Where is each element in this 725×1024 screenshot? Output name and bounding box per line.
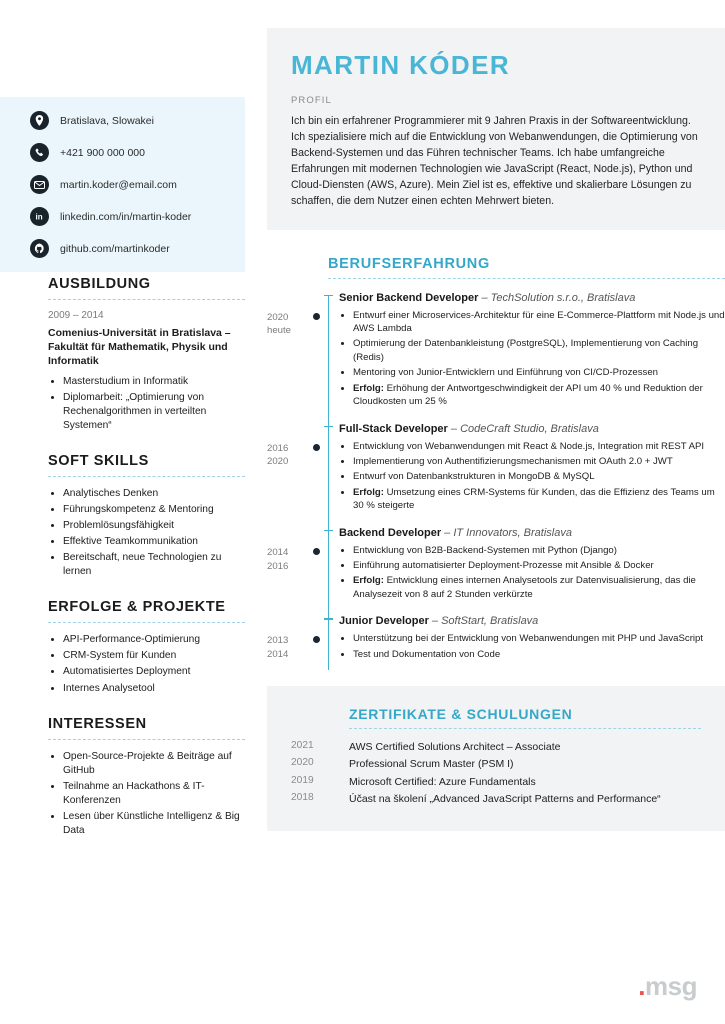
list-item: • Problemlösungsfähigkeit xyxy=(63,519,245,533)
list-item: • Diplomarbeit: „Optimierung von Rechenalgorithmen in verteilten Systemen“ xyxy=(63,391,245,433)
certificate-year: 2021 xyxy=(291,740,314,752)
page-title: MARTIN KÓDER xyxy=(291,50,511,80)
certificate-name: AWS Certified Solutions Architect – Associate xyxy=(349,741,561,754)
job-company: IT Innovators, Bratislava xyxy=(453,526,572,539)
timeline-dot-icon xyxy=(313,444,320,451)
divider xyxy=(48,622,245,623)
list-item: • Implementierung von Authentifizierungsmechanismen mit OAuth 2.0 + JWT xyxy=(353,455,725,468)
job-bullets xyxy=(339,440,725,513)
list-item: • Unterstützung bei der Entwicklung von Webanwendungen mit PHP und JavaScript xyxy=(353,632,725,645)
job-heading xyxy=(339,526,725,539)
section-interests xyxy=(48,716,245,838)
job-bullets xyxy=(339,309,725,409)
experience-item xyxy=(267,291,725,420)
job-heading xyxy=(339,422,725,435)
certificate-year: 2018 xyxy=(291,791,314,803)
divider xyxy=(328,278,725,279)
timeline-dot-icon xyxy=(313,313,320,320)
job-role: Backend Developer xyxy=(339,526,442,539)
job-date-to: 2016 xyxy=(267,560,289,572)
certificate-name: Professional Scrum Master (PSM I) xyxy=(349,758,514,771)
job-body xyxy=(328,422,725,524)
list-item: • CRM-System für Kunden xyxy=(63,649,245,663)
experience-item xyxy=(267,422,725,524)
phone-icon xyxy=(30,143,49,162)
list-item: • Erfolg: Erhöhung der Antwortgeschwindigkeit der API um 40 % und Reduktion der Cloudkosten um 25 % xyxy=(353,382,725,409)
job-separator: – xyxy=(447,422,461,435)
job-role: Full-Stack Developer xyxy=(339,422,448,435)
section-title: SOFT SKILLS xyxy=(48,452,149,469)
job-dates xyxy=(267,291,328,420)
job-date-from: 2013 xyxy=(267,635,289,647)
job-date-from: 2016 xyxy=(267,442,289,454)
section-title: ZERTIFIKATE & SCHULUNGEN xyxy=(349,706,573,723)
job-date-to: 2014 xyxy=(267,649,289,661)
job-body xyxy=(328,291,725,420)
contact-item-location xyxy=(30,111,245,130)
job-bullets xyxy=(339,544,725,602)
divider xyxy=(48,476,245,477)
contact-text: github.com/martinkoder xyxy=(60,242,170,255)
divider xyxy=(48,299,245,300)
job-dates xyxy=(267,526,328,613)
job-company: SoftStart, Bratislava xyxy=(441,615,539,628)
list-item: • Bereitschaft, neue Technologien zu lernen xyxy=(63,551,245,579)
experience-timeline xyxy=(267,291,725,673)
list-item: • Test und Dokumentation von Code xyxy=(353,648,725,661)
divider xyxy=(48,739,245,740)
svg-text:in: in xyxy=(35,212,43,222)
list-item: • Automatisiertes Deployment xyxy=(63,665,245,679)
list-item: • Entwicklung von Webanwendungen mit React & Node.js, Integration mit REST API xyxy=(353,440,725,453)
list-item: • Mentoring von Junior-Entwicklern und Einführung von CI/CD-Prozessen xyxy=(353,366,725,379)
list-item: • Führungskompetenz & Mentoring xyxy=(63,503,245,517)
profile-text: Ich bin ein erfahrener Programmierer mit 9 Jahren Praxis in der Softwareentwicklung. Ich spezialisiere mich auf die Entwicklung von Webanwendungen, die Optimierung von Backend-Systemen und das Führen technischer Teams. Ich habe umfangreiche Erfahrungen mit modernen Technologien wie JavaScript (React, Node.js), Python und Cloud-Diensten (AWS, Azure). Mein Ziel ist es, effektive und skalierbare Lösungen zu schaffen, die dem Nutzer einen echten Mehrwert bieten. xyxy=(291,115,698,208)
certificate-year: 2019 xyxy=(291,774,314,786)
right-column xyxy=(267,0,725,831)
soft-skills-list xyxy=(48,487,245,579)
job-body xyxy=(328,526,725,613)
logo-dot: . xyxy=(638,971,646,1001)
education-list xyxy=(48,375,245,433)
left-sections xyxy=(48,276,245,858)
job-company: CodeCraft Studio, Bratislava xyxy=(460,422,599,435)
list-item: • Einführung automatisierter Deployment-Prozesse mit Ansible & Docker xyxy=(353,559,725,572)
contact-block xyxy=(0,97,245,272)
list-item: • Effektive Teamkommunikation xyxy=(63,535,245,549)
github-icon xyxy=(30,239,49,258)
section-experience xyxy=(267,256,725,673)
job-heading xyxy=(339,291,725,304)
list-item: • Entwurf einer Microservices-Architektur für eine E-Commerce-Plattform mit Node.js und AWS Lambda xyxy=(353,309,725,336)
experience-item xyxy=(267,526,725,613)
list-item: • API-Performance-Optimierung xyxy=(63,633,245,647)
list-item: • Erfolg: Umsetzung eines CRM-Systems für Kunden, das die Effizienz des Teams um 30 % steigerte xyxy=(353,486,725,513)
achievements-list xyxy=(48,633,245,695)
certificate-row xyxy=(291,757,701,771)
list-item: • Internes Analysetool xyxy=(63,682,245,696)
interests-list xyxy=(48,750,245,838)
certificate-name: Microsoft Certified: Azure Fundamentals xyxy=(349,775,536,788)
section-education xyxy=(48,276,245,433)
footer-logo xyxy=(638,971,697,1002)
job-bullets xyxy=(339,632,725,661)
list-item: • Analytisches Denken xyxy=(63,487,245,501)
contact-item-phone xyxy=(30,143,245,162)
section-title: ERFOLGE & PROJEKTE xyxy=(48,599,226,616)
job-heading xyxy=(339,614,725,627)
list-item: • Open-Source-Projekte & Beiträge auf GitHub xyxy=(63,750,245,778)
certificate-row xyxy=(291,775,701,789)
job-separator: – xyxy=(428,615,442,628)
list-item: • Entwurf von Datenbankstrukturen in MongoDB & MySQL xyxy=(353,470,725,483)
contact-item-linkedin[interactable] xyxy=(30,207,245,226)
list-item: • Optimierung der Datenbankleistung (PostgreSQL), Implementierung von Caching (Redis) xyxy=(353,337,725,364)
education-school: Comenius-Universität in Bratislava – Fakultät für Mathematik, Physik und Informatik xyxy=(48,327,231,368)
section-certificates xyxy=(267,686,725,831)
envelope-icon xyxy=(30,175,49,194)
profile-label: PROFIL xyxy=(291,95,332,106)
job-date-from: 2014 xyxy=(267,546,289,558)
contact-text: martin.koder@email.com xyxy=(60,178,177,191)
section-title: INTERESSEN xyxy=(48,715,147,732)
linkedin-icon xyxy=(30,207,49,226)
certificate-row xyxy=(291,740,701,754)
list-item: • Masterstudium in Informatik xyxy=(63,375,245,389)
list-item: • Lesen über Künstliche Intelligenz & Big Data xyxy=(63,810,245,838)
job-separator: – xyxy=(441,526,454,539)
education-date: 2009 – 2014 xyxy=(48,310,104,321)
contact-item-github[interactable] xyxy=(30,239,245,258)
job-dates xyxy=(267,614,328,672)
section-soft-skills xyxy=(48,453,245,579)
contact-text: +421 900 000 000 xyxy=(60,146,145,159)
section-title: BERUFSERFAHRUNG xyxy=(328,255,490,272)
left-column xyxy=(0,0,245,1024)
certificate-row xyxy=(291,792,701,806)
list-item: • Teilnahme an Hackathons & IT-Konferenzen xyxy=(63,780,245,808)
experience-item xyxy=(267,614,725,672)
job-role: Senior Backend Developer xyxy=(339,291,479,304)
job-date-from: 2020 xyxy=(267,311,289,323)
timeline-dot-icon xyxy=(313,548,320,555)
job-date-to: 2020 xyxy=(267,456,289,468)
job-date-to: heute xyxy=(267,325,292,337)
certificate-name: Účast na školení „Advanced JavaScript Patterns and Performance“ xyxy=(349,792,661,805)
section-achievements xyxy=(48,599,245,695)
location-pin-icon xyxy=(30,111,49,130)
header-card xyxy=(267,28,725,230)
job-company: TechSolution s.r.o., Bratislava xyxy=(490,291,636,304)
contact-text: linkedin.com/in/martin-koder xyxy=(60,210,192,223)
job-separator: – xyxy=(478,291,491,304)
logo-text: msg xyxy=(645,971,697,1001)
contact-item-email[interactable] xyxy=(30,175,245,194)
list-item: • Entwicklung von B2B-Backend-Systemen mit Python (Django) xyxy=(353,544,725,557)
job-body xyxy=(328,614,725,672)
job-role: Junior Developer xyxy=(339,615,429,628)
certificate-year: 2020 xyxy=(291,757,314,769)
section-title: AUSBILDUNG xyxy=(48,276,151,292)
job-dates xyxy=(267,422,328,524)
divider xyxy=(349,728,701,729)
list-item: • Erfolg: Entwicklung eines internen Analysetools zur Datenvisualisierung, das die Analysezeit von 8 auf 2 Stunden verkürzte xyxy=(353,574,725,601)
contact-text: Bratislava, Slowakei xyxy=(60,114,154,127)
